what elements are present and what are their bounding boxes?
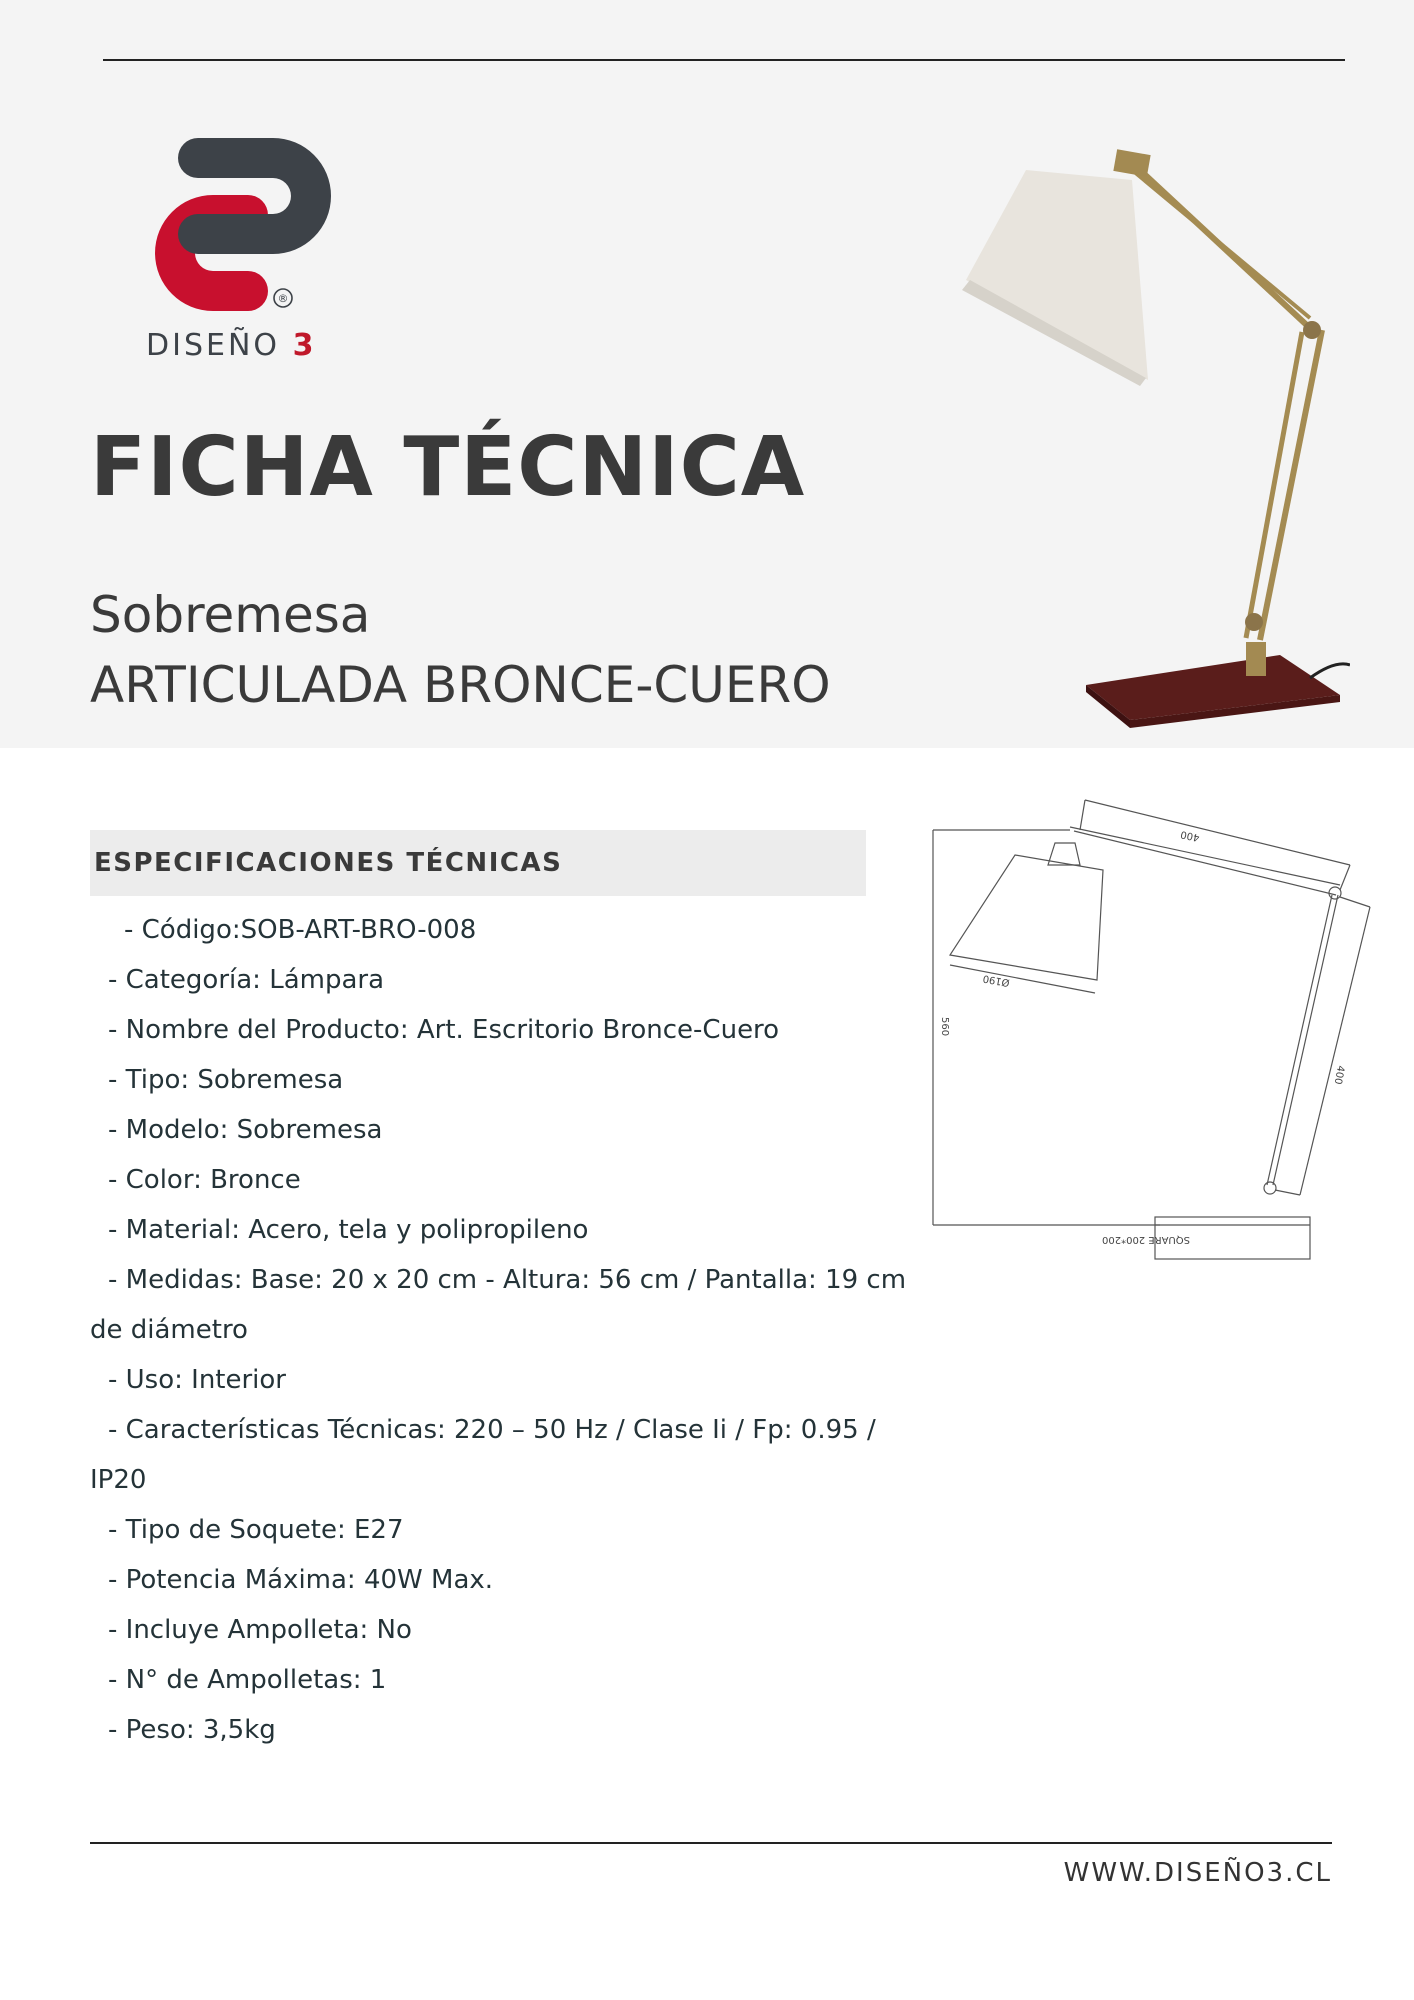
spec-item: - Nombre del Producto: Art. Escritorio Bronce-Cuero (108, 1015, 780, 1045)
lamp-photo-icon (950, 140, 1350, 730)
spec-item: - Medidas: Base: 20 x 20 cm - Altura: 56 cm / Pantalla: 19 cm (108, 1265, 907, 1295)
dim-base: SQUARE 200*200 (1102, 1234, 1190, 1245)
spec-item: - Uso: Interior (108, 1365, 287, 1395)
spec-item: - Tipo: Sobremesa (108, 1065, 344, 1095)
spec-item: - Potencia Máxima: 40W Max. (108, 1565, 494, 1595)
page-title: FICHA TÉCNICA (90, 420, 806, 515)
spec-item: - N° de Ampolletas: 1 (108, 1665, 387, 1695)
product-subtitle (90, 580, 831, 720)
spec-item: - Características Técnicas: 220 – 50 Hz / Clase Ii / Fp: 0.95 / (108, 1415, 876, 1445)
spec-item-continued: de diámetro (90, 1315, 248, 1345)
dim-height-total: 560 (939, 1017, 950, 1037)
dim-shade-diameter: Ø190 (982, 972, 1011, 988)
spec-list (90, 905, 930, 1755)
spec-item: - Peso: 3,5kg (108, 1715, 276, 1745)
top-rule (103, 59, 1345, 61)
bottom-rule (90, 1842, 1332, 1844)
spec-item: - Incluye Ampolleta: No (108, 1615, 412, 1645)
subtitle-line-1: Sobremesa (90, 586, 371, 644)
spec-item: - Categoría: Lámpara (108, 965, 385, 995)
dim-arm-lower: 400 (1331, 1064, 1346, 1086)
website-link[interactable]: WWW.DISEÑO3.CL (1063, 1858, 1332, 1888)
specs-header (90, 830, 866, 896)
brand-logo-icon (128, 130, 348, 360)
spec-item-continued: IP20 (90, 1465, 147, 1495)
spec-item: - Tipo de Soquete: E27 (108, 1515, 404, 1545)
technical-drawing (930, 795, 1380, 1265)
brand-wordmark (146, 328, 316, 363)
spec-item: - Modelo: Sobremesa (108, 1115, 383, 1145)
subtitle-line-2: ARTICULADA BRONCE-CUERO (90, 656, 831, 714)
spec-item: - Código:SOB-ART-BRO-008 (124, 915, 477, 945)
brand-number: 3 (292, 328, 317, 363)
registered-mark: ® (277, 292, 289, 305)
dim-arm-top: 400 (1179, 828, 1201, 843)
spec-item: - Color: Bronce (108, 1165, 301, 1195)
specs-header-label: ESPECIFICACIONES TÉCNICAS (94, 848, 563, 878)
brand-name: DISEÑO (146, 328, 281, 363)
spec-item: - Material: Acero, tela y polipropileno (108, 1215, 589, 1245)
